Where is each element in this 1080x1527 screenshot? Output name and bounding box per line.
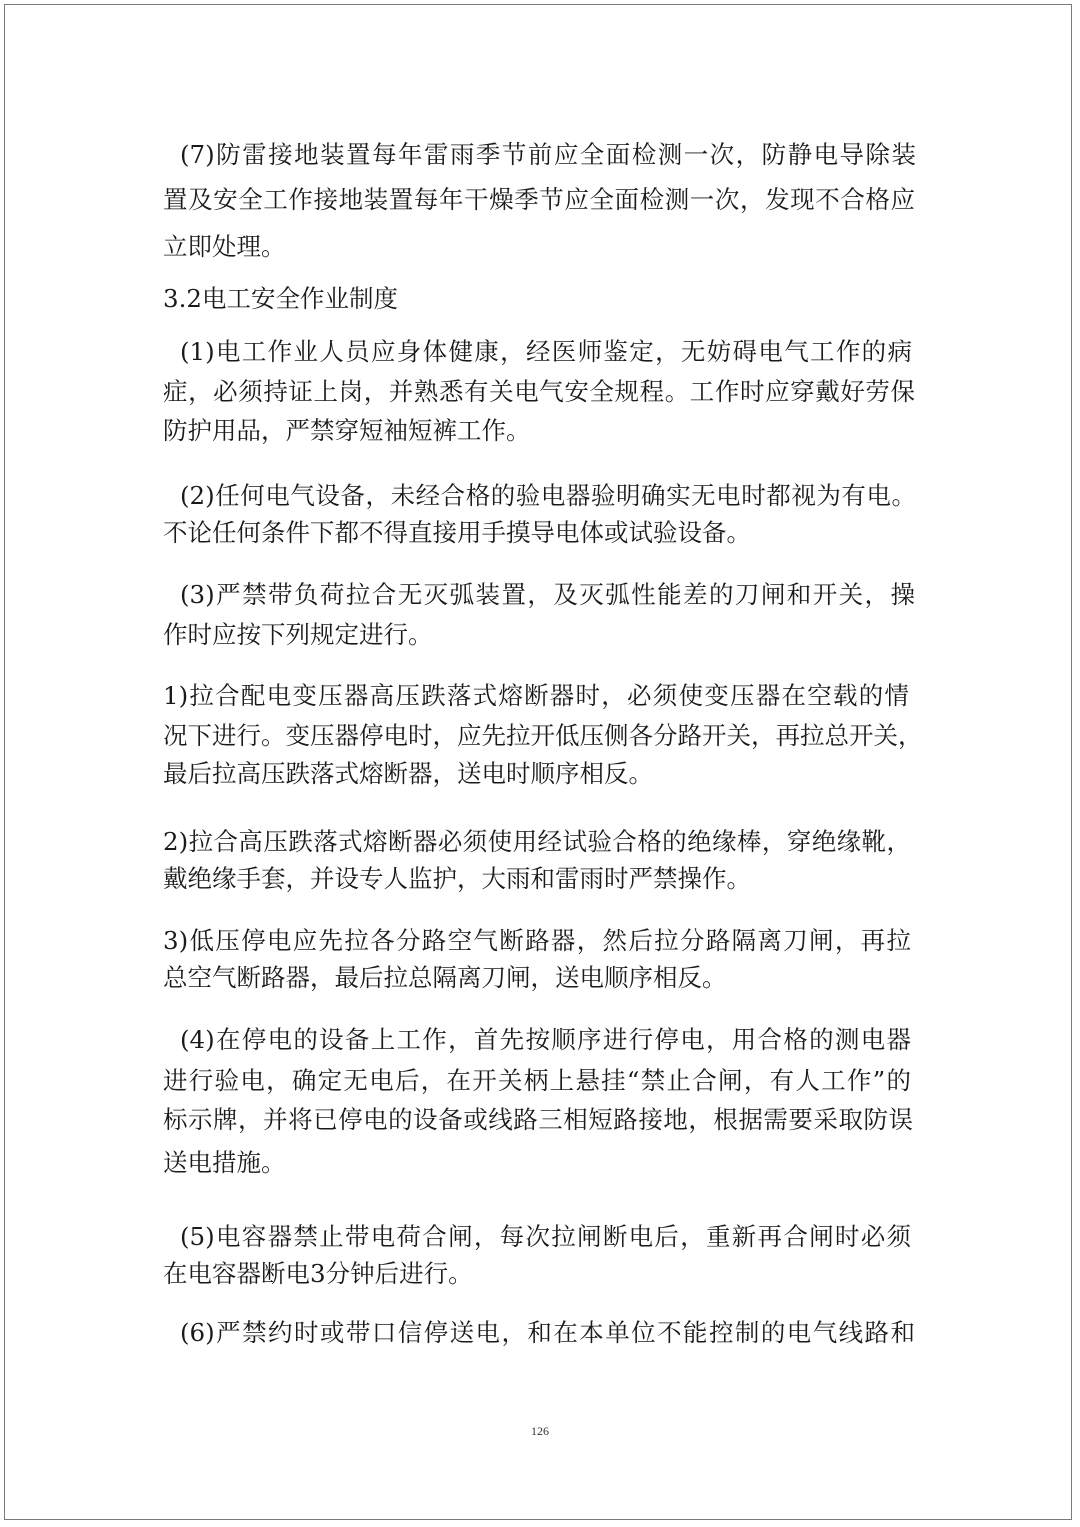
text-line: 作时应按下列规定进行。 <box>163 620 433 649</box>
text-line: 在电容器断电3分钟后进行。 <box>163 1259 473 1288</box>
section-heading: 3.2电工安全作业制度 <box>163 284 398 313</box>
text-line: 置及安全工作接地装置每年干燥季节应全面检测一次，发现不合格应 <box>163 185 915 214</box>
text-line: 况下进行。变压器停电时，应先拉开低压侧各分路开关，再拉总开关， <box>163 721 923 750</box>
text-line: (7)防雷接地装置每年雷雨季节前应全面检测一次，防静电导除装 <box>180 140 916 169</box>
text-line: 进行验电，确定无电后，在开关柄上悬挂“禁止合闸，有人工作”的 <box>163 1066 911 1095</box>
text-line: (5)电容器禁止带电荷合闸，每次拉闸断电后，重新再合闸时必须 <box>180 1222 911 1251</box>
text-line: (6)严禁约时或带口信停送电，和在本单位不能控制的电气线路和 <box>180 1318 915 1347</box>
text-line: 立即处理。 <box>163 232 286 261</box>
text-line: 最后拉高压跌落式熔断器，送电时顺序相反。 <box>163 759 653 788</box>
text-line: 症，必须持证上岗，并熟悉有关电气安全规程。工作时应穿戴好劳保 <box>163 377 915 406</box>
text-line: 1)拉合配电变压器高压跌落式熔断器时，必须使变压器在空载的情 <box>163 681 909 710</box>
text-line: 3)低压停电应先拉各分路空气断路器，然后拉分路隔离刀闸，再拉 <box>163 926 911 955</box>
text-line: 防护用品，严禁穿短袖短裤工作。 <box>163 416 531 445</box>
text-line: (4)在停电的设备上工作，首先按顺序进行停电，用合格的测电器 <box>180 1025 911 1054</box>
text-line: 总空气断路器，最后拉总隔离刀闸，送电顺序相反。 <box>163 963 727 992</box>
text-line: 戴绝缘手套，并设专人监护，大雨和雷雨时严禁操作。 <box>163 864 751 893</box>
text-line: 不论任何条件下都不得直接用手摸导电体或试验设备。 <box>163 518 751 547</box>
text-line: 2)拉合高压跌落式熔断器必须使用经试验合格的绝缘棒，穿绝缘靴， <box>163 827 911 856</box>
text-line: (1)电工作业人员应身体健康，经医师鉴定，无妨碍电气工作的病 <box>180 337 912 366</box>
page-number: 126 <box>531 1424 549 1438</box>
text-line: 送电措施。 <box>163 1148 286 1177</box>
text-line: (2)任何电气设备，未经合格的验电器验明确实无电时都视为有电。 <box>180 481 916 510</box>
text-line: 标示牌，并将已停电的设备或线路三相短路接地，根据需要采取防误 <box>163 1105 913 1134</box>
text-line: (3)严禁带负荷拉合无灭弧装置，及灭弧性能差的刀闸和开关，操 <box>180 580 915 609</box>
